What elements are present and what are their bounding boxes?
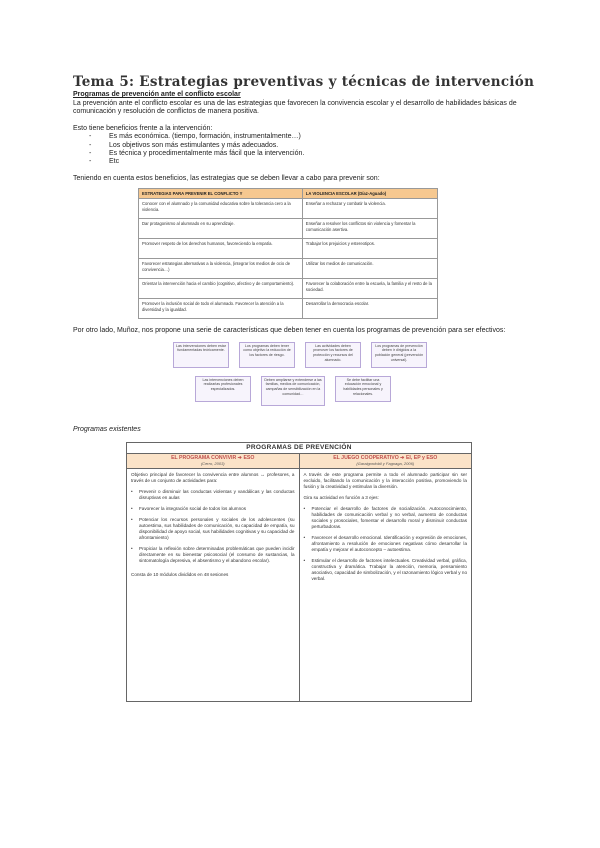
list-item: • Propiciar la reflexión sobre determinadas problemáticas que pueden incidir directamente en su bienestar psicosocial (el consumo de sustancias, la sintomatología depresiva, el absentismo y el abandono escolar). [131,546,295,564]
characteristic-box: Las intervenciones deben realizarlas profesionales especializados. [195,376,251,402]
table-row [139,239,438,259]
table-cell: Trabajar los prejuicios y estereotipos. [302,239,437,259]
programs-table-title: PROGRAMAS DE PREVENCIÓN [127,443,472,454]
intro-paragraph: La prevención ante el conflicto escolar es una de las estrategias que favorecen la convivencia escolar y el desarrollo de habilidades básicas de comunicación y resolución de conflictos de manera positiva. [73,100,517,116]
table-row [139,259,438,279]
table-header: LA VIOLENCIA ESCOLAR (Díaz-Aguado) [302,189,437,199]
program-axes: Gira su actividad en función a 3 ejes: [303,495,379,501]
characteristics-intro: Por otro lado, Muñoz, nos propone una serie de características que deben tener en cuenta los programas de prevención para ser efectivos: [73,327,506,335]
strategies-table [138,188,438,319]
table-cell: Conocer con el alumnado y la comunidad educativa sobre la tolerancia cero a la violencia. [139,199,303,219]
program-intro: Objetivo principal de favorecer la convivencia entre alumnos ↔ profesores, a través de un conjunto de actividades para: [131,472,295,484]
programs-table [126,442,472,702]
characteristic-box: Deben ampliarse y extenderse a las familias, medios de comunicación, campañas de sensibilización en la comunidad… [261,376,325,406]
table-cell: Utilizar los medios de comunicación. [302,259,437,279]
characteristic-box: Las intervenciones deben estar fundamentadas teóricamente. [173,342,229,368]
program-intro: A través de este programa permite a todo el alumnado participar sin ser excluido, facilitando la comunicación y la interacción positiva, promoviendo la fusión y la creatividad y estimulan la diversión. [303,472,467,490]
table-cell: Desarrollar la democracia escolar. [302,299,437,319]
characteristics-diagram [73,342,539,414]
program-reference: (Cerro, 2003) [200,461,225,467]
benefits-list [73,133,539,167]
characteristic-box: Se debe facilitar una educación emocional y habilidades personales y relacionales. [335,376,391,402]
program-juego-cell [299,469,472,702]
list-item: • Prevenir o disminuir las conductas violentas y vandálicas y las conductas disruptivas en aulas [131,489,295,501]
program-convivir-cell [127,469,300,702]
table-cell: Orientar la intervención hacia el cambio (cognitivo, afectivo y de comportamiento). [139,279,303,299]
document-page [73,74,539,702]
program-name: EL JUEGO COOPERATIVO ➔ EI, EP y ESO [333,455,438,462]
list-item: • Favorecer el desarrollo emocional. Identificación y expresión de emociones, afrontamiento a resolución de emociones negativas cómo desarrollar la empatía y mejorar el autoconcepto – autoestima. [304,535,468,553]
strategies-intro: Teniendo en cuenta estos beneficios, las estrategias que se deben llevar a cabo para prevenir son: [73,174,380,182]
document-title: Tema 5: Estrategias preventivas y técnicas de intervención [73,74,535,90]
list-item: • Estimular el desarrollo de factores intelectuales. Creatividad verbal, gráfica, constructiva y dramática. Trabajar la atención, memoria, pensamiento asociativo, capacidad de simbolización, y el razonamiento lógico verbal y no verbal. [304,558,468,582]
table-cell: Promover la inclusión social de todo el alumnado. Favorecer la atención a la diversidad y la igualdad. [139,299,303,319]
table-cell: Favorecer estrategias alternativas a la violencia, (integrar los medios de ocio de convivencia…) [139,259,303,279]
table-cell: Enseñar a rechazar y combatir la violencia. [302,199,437,219]
program-reference: (Garaigordobil y Fagoaga, 2006) [356,461,415,467]
programs-label: Programas existentes [73,425,141,433]
program-header-juego [299,454,472,469]
table-cell: Enseñar a resolver los conflictos sin violencia y fomentar la comunicación asertiva. [302,219,437,239]
table-row [139,279,438,299]
program-header-convivir [127,454,300,469]
characteristic-box: Los programas de prevención deben ir dirigidos a la población general (prevención universal). [371,342,427,368]
list-item: • Potenciar el desarrollo de factores de socialización. Autoconocimiento, habilidades de comunicación verbal y no verbal, aumento de conductas sociales y prosociales, fomentar el desarrollo moral y disminuir conductas perturbadoras. [304,506,468,530]
table-row [139,219,438,239]
list-item: • Potenciar los recursos personales y sociales de los adolescentes (su autoestima, sus habilidades de comunicación, su capacidad de empatía, su disponibilidad de apoyo social, sus habilidades cognitivas y su capacidad de afrontamiento) [131,517,295,541]
table-cell: Dar protagonismo al alumnado en su aprendizaje. [139,219,303,239]
table-row [139,199,438,219]
program-footer: Consta de 10 módulos divididos en 48 sesiones [131,572,229,578]
characteristic-box: Las actividades deben promover los factores de protección y recursos del alumnado. [305,342,361,368]
table-row [139,299,438,319]
list-item: - Etc [89,158,539,166]
list-item: - Los objetivos son más estimulantes y más adecuados. [89,142,539,150]
benefits-intro: Esto tiene beneficios frente a la intervención: [73,124,213,132]
list-item: • Favorecer la integración social de todos los alumnos [131,506,295,512]
table-cell: Favorecer la colaboración entre la escuela, la familia y el resto de la sociedad. [302,279,437,299]
table-cell: Promover respeto de los derechos humanos, favoreciendo la empatía. [139,239,303,259]
section-subheading: Programas de prevención ante el conflicto escolar [73,91,241,98]
characteristic-box: Los programas deben tener como objetivo la reducción de los factores de riesgo. [239,342,295,368]
program-name: EL PROGRAMA CONVIVIR ➔ ESO [171,455,255,462]
list-item: - Es más económica. (tiempo, formación, instrumentalmente…) [89,133,539,141]
table-header: ESTRATEGIAS PARA PREVENIR EL CONFLICTO Y [139,189,303,199]
list-item: - Es técnica y procedimentalmente más fácil que la intervención. [89,150,539,158]
